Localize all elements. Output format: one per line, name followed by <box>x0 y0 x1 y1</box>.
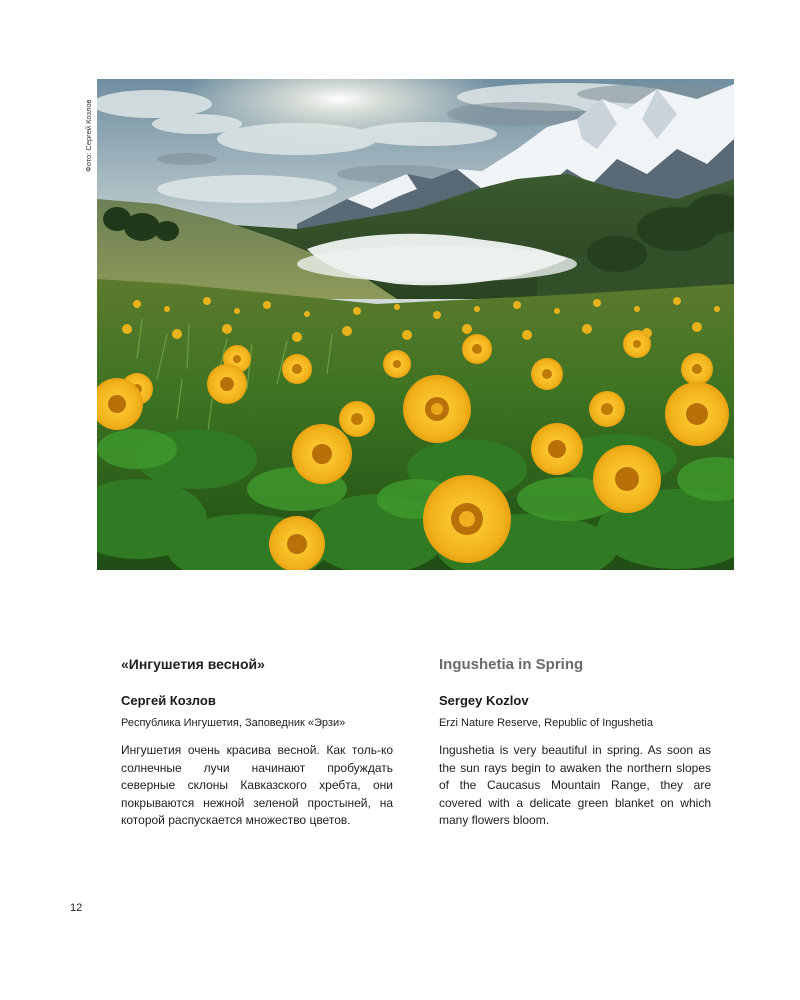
description-en: Ingushetia is very beautiful in spring. As soon as the sun rays begin to awaken the northern slopes of the Caucasus Mountain Range, they are covered with a delicate green blanket on which many flowers bloom. <box>439 743 711 827</box>
photo-title-en: Ingushetia in Spring <box>439 656 584 673</box>
landscape-photo <box>97 79 734 570</box>
location-en: Erzi Nature Reserve, Republic of Ingushetia <box>439 717 653 729</box>
photo-credit <box>84 80 94 180</box>
photo-credit-text: Фото: Сергей Козлов <box>84 99 93 172</box>
russian-caption <box>121 655 393 830</box>
landscape-photo-illustration <box>97 79 734 570</box>
author-name-en: Sergey Kozlov <box>439 693 529 708</box>
english-caption <box>439 655 711 830</box>
location-ru: Республика Ингушетия, Заповедник «Эрзи» <box>121 717 346 729</box>
photo-title-ru: «Ингушетия весной» <box>121 656 265 672</box>
description-ru: Ингушетия очень красива весной. Как толь-ко солнечные лучи начинают пробуждать северные склоны Кавказского хребта, они покрываются нежной зеленой простыней, на которой распускается множество цветов. <box>121 743 393 827</box>
author-name-ru: Сергей Козлов <box>121 693 216 708</box>
page-number: 12 <box>70 902 83 914</box>
